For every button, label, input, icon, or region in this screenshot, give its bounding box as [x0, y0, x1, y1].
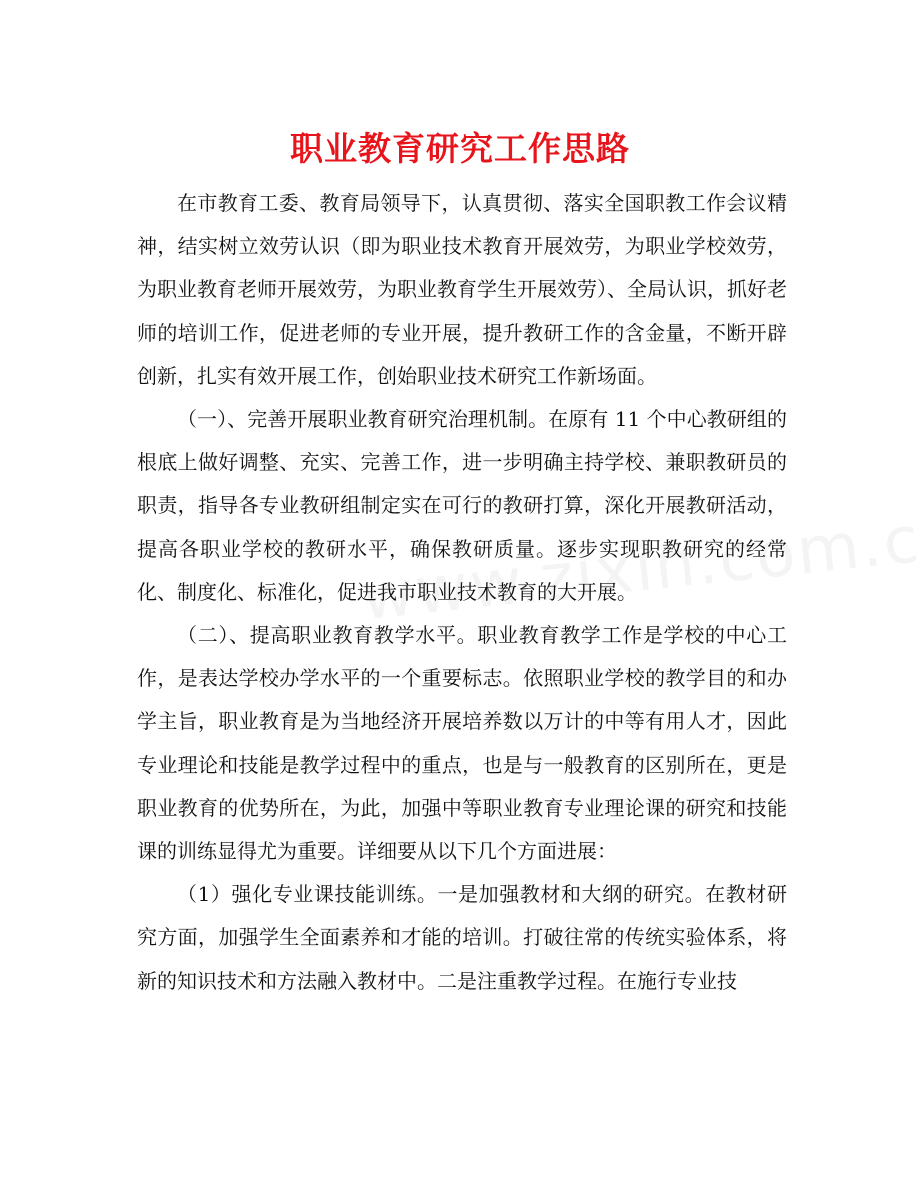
- paragraph-section-2: （二）、提高职业教育教学水平。职业教育教学工作是学校的中心工作，是表达学校办学水平的一个重要标志。依照职业学校的教学目的和办学主旨，职业教育是为当地经济开展培养数以万计的中等有用人才，因此专业理论和技能是教学过程中的重点，也是与一般教育的区别所在，更是职业教育的优势所在，为此，加强中等职业教育专业理论课的研究和技能课的训练显得尤为重要。详细要从以下几个方面进展：: [137, 623, 787, 864]
- paragraph-intro: 在市教育工委、教育局领导下，认真贯彻、落实全国职教工作会议精神，结实树立效劳认识（即为职业技术教育开展效劳，为职业学校效劳，为职业教育老师开展效劳，为职业教育学生开展效劳）、全局认识，抓好老师的培训工作，促进老师的专业开展，提升教研工作的含金量，不断开辟创新，扎实有效开展工作，创始职业技术研究工作新场面。: [137, 191, 787, 388]
- paragraph-section-1: （一）、完善开展职业教育研究治理机制。在原有 11 个中心教研组的根底上做好调整、充实、完善工作，进一步明确主持学校、兼职教研员的职责，指导各专业教研组制定实在可行的教研打算，深化开展教研活动，提高各职业学校的教研水平，确保教研质量。逐步实现职教研究的经常化、制度化、标准化，促进我市职业技术教育的大开展。: [137, 407, 787, 604]
- document-body: [137, 182, 787, 1003]
- document-title: 职业教育研究工作思路: [290, 129, 630, 168]
- paragraph-item-1: （1）强化专业课技能训练。一是加强教材和大纲的研究。在教材研究方面，加强学生全面素养和才能的培训。打破往常的传统实验体系，将新的知识技术和方法融入教材中。二是注重教学过程。在施行专业技: [137, 882, 787, 993]
